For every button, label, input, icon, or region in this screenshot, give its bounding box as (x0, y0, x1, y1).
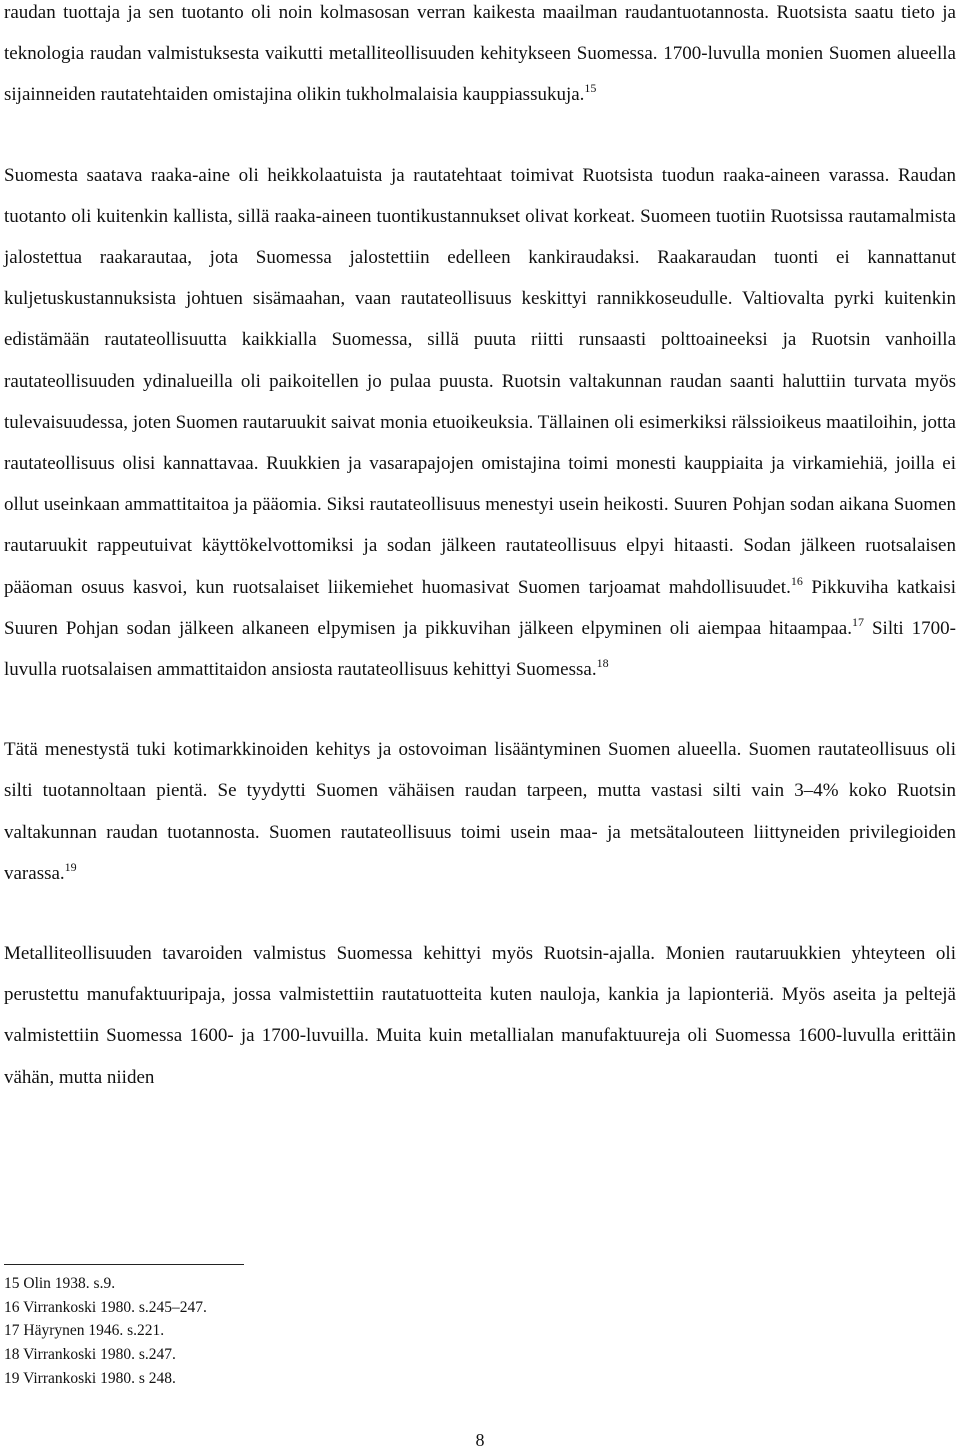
footnote: 19 Virrankoski 1980. s 248. (4, 1369, 176, 1387)
footnote: 15 Olin 1938. s.9. (4, 1275, 116, 1292)
footnote-ref: 17 (851, 614, 864, 629)
paragraph-text: Silti 1700-luvulla ruotsalaisen ammattitaidon ansiosta rautateollisuus kehittyi Suomessa. (4, 617, 957, 681)
footnote-separator (4, 1264, 244, 1265)
footnote-ref: 18 (596, 656, 609, 671)
footnote-ref: 15 (584, 81, 597, 96)
paragraph-text: Pikkuviha katkaisi Suuren Pohjan sodan jälkeen alkaneen elpymisen ja pikkuvihan jälkeen elpyminen oli aiempaa hitaampaa. (4, 576, 956, 639)
paragraph-text: Tätä menestystä tuki kotimarkkinoiden kehitys ja ostovoiman lisääntyminen Suomen alueella. Suomen rautateollisuus oli silti tuotannoltaan pientä. Se tyydytti Suomen vähäisen raudan tarpeen, mutta vastasi silti vain 3–4% koko Ruotsin valtakunnan raudan tuotannosta. Suomen rautateollisuus toimi usein maa- ja metsätalouteen liittyneiden privilegioiden varassa. (4, 739, 956, 884)
paragraph (4, 0, 956, 116)
document-body (4, 0, 956, 1098)
footnotes (4, 1272, 207, 1391)
paragraph-text: Metalliteollisuuden tavaroiden valmistus Suomessa kehittyi myös Ruotsin-ajalla. Monien rautaruukkien yhteyteen oli perustettu manufaktuuripaja, jossa valmistettiin rautatuotteita kuten nauloja, kankia ja lapionteriä. Myös aseita ja peltejä valmistettiin Suomessa 1600- ja 1700-luvuilla. Muita kuin metallialan manufaktuureja oli Suomessa 1600-luvulla erittäin vähän, mutta niiden (4, 943, 956, 1088)
paragraph (4, 933, 956, 1098)
footnote: 17 Häyrynen 1946. s.221. (4, 1322, 165, 1340)
paragraph-text: Suomesta saatava raaka-aine oli heikkolaatuista ja rautatehtaat toimivat Ruotsista tuodun raaka-aineen varassa. Raudan tuotanto oli kuitenkin kallista, sillä raaka-aineen tuontikustannukset olivat korkeat. Suomeen tuotiin Ruotsissa rautamalmista jalostettua raakarautaa, jota Suomessa jalostettiin edelleen kankiraudaksi. Raakaraudan tuonti ei kannattanut kuljetuskustannuksista johtuen sisämaahan, vaan rautateollisuus keskittyi rannikkoseudulle. Valtiovalta pyrki kuitenkin edistämään rautateollisuutta kaikkialla Suomessa, sillä puuta riitti runsaasti polttoaineeksi ja Ruotsin vanhoilla rautateollisuuden ydinalueilla oli paikoitellen jo pulaa puusta. Ruotsin valtakunnan raudan saanti haluttiin turvata myös tulevaisuudessa, joten Suomen rautaruukit saivat monia etuoikeuksia. Tällainen oli esimerkiksi rälssioikeus maatiloihin, jotta rautateollisuus olisi kannattavaa. Ruukkien ja vasarapajojen omistajina toimi monesti kauppiaita ja virkamiehiä, joilla ei ollut useinkaan ammattitaitoa ja pääomia. Siksi rautateollisuus menestyi usein heikosti. Suuren Pohjan sodan aikana Suomen rautaruukit rappeutuivat käyttökelvottomiksi ja sodan jälkeen rautateollisuus elpyi hitaasti. Sodan jälkeen ruotsalaisen pääoman osuus kasvoi, kun ruotsalaiset liikemiehet huomasivat Suomen tarjoamat mahdollisuudet. (4, 164, 956, 598)
footnote-ref: 19 (64, 859, 77, 874)
footnote: 18 Virrankoski 1980. s.247. (4, 1346, 176, 1364)
paragraph (4, 155, 956, 691)
footnote: 16 Virrankoski 1980. s.245–247. (4, 1298, 207, 1316)
footnote-ref: 16 (790, 573, 803, 588)
page-number: 8 (475, 1430, 485, 1450)
paragraph-text: raudan tuottaja ja sen tuotanto oli noin kolmasosan verran kaikesta maailman raudantuotannosta. Ruotsista saatu tieto ja teknologia raudan valmistuksesta vaikutti metalliteollisuuden kehitykseen Suomessa. 1700-luvulla monien Suomen alueella sijainneiden rautatehtaiden omistajina olikin tukholmalaisia kauppiassukuja. (4, 2, 956, 106)
paragraph (4, 729, 956, 894)
